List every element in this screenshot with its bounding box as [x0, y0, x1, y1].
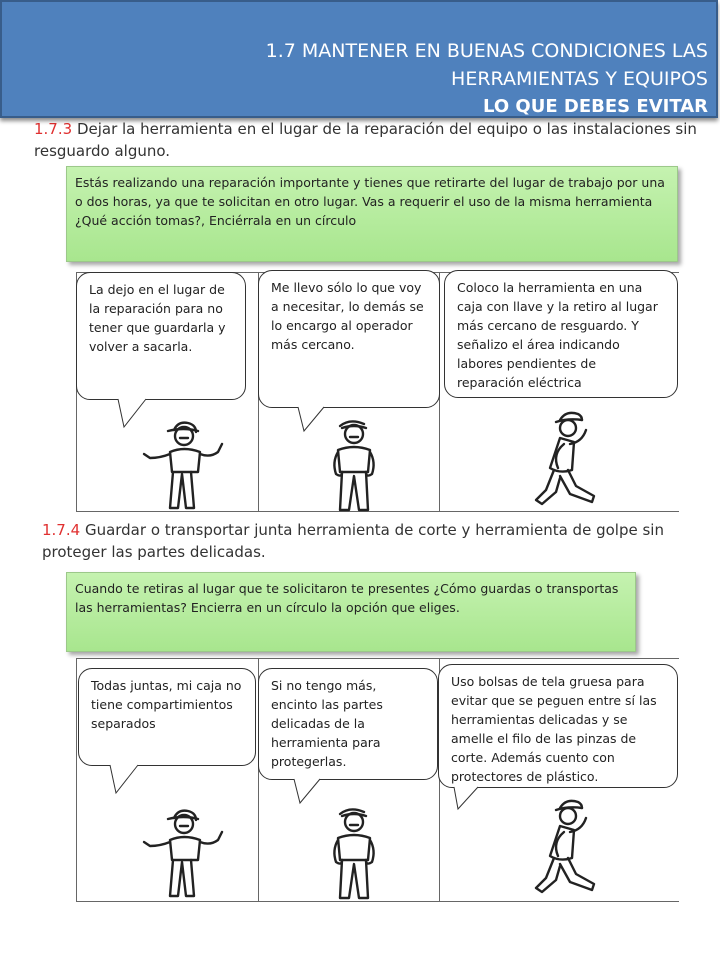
option-2b-bubble[interactable]: Si no tengo más, encinto las partes delicadas de la herramienta para protegerlas.	[258, 668, 438, 780]
section-2-text: Guardar o transportar junta herramienta de corte y herramienta de golpe sin proteger las partes delicadas.	[42, 521, 664, 561]
bubble-tail	[296, 407, 336, 433]
option-2a-bubble[interactable]: Todas juntas, mi caja no tiene compartimientos separados	[78, 668, 256, 766]
option-2c-bubble[interactable]: Uso bolsas de tela gruesa para evitar que se peguen entre sí las herramientas delicadas y se amelle el filo de las pinzas de corte. Además cuento con protectores de plástico.	[438, 664, 678, 788]
title-line-1: 1.7 MANTENER EN BUENAS CONDICIONES LAS	[265, 40, 708, 62]
standing-figure	[312, 802, 396, 902]
bubble-tail	[452, 787, 492, 813]
section-1-prompt: Estás realizando una reparación importante y tienes que retirarte del lugar de trabajo por una o dos horas, ya que te solicitan en otro lugar. Vas a requerir el uso de la misma herramienta ¿Qué acción tomas?, Enciérrala en un círculo	[66, 166, 678, 262]
section-1-heading	[34, 118, 714, 162]
option-1c-bubble[interactable]: Coloco la herramienta en una caja con llave y la retiro al lugar más cercano de resguardo. Y señalizo el área indicando labores pendientes de reparación eléctrica	[444, 270, 678, 398]
title-line-2: HERRAMIENTAS Y EQUIPOS	[451, 68, 708, 90]
option-1b-bubble[interactable]: Me llevo sólo lo que voy a necesitar, lo demás se lo encargo al operador más cercano.	[258, 270, 440, 408]
shrugging-figure	[136, 800, 232, 900]
walking-figure	[530, 408, 610, 508]
bubble-tail	[108, 765, 148, 795]
section-1-text: Dejar la herramienta en el lugar de la reparación del equipo o las instalaciones sin resguardo alguno.	[34, 120, 697, 160]
walking-figure	[530, 796, 610, 896]
section-2-number: 1.7.4	[42, 521, 81, 539]
section-2-heading	[42, 519, 714, 563]
subtitle: LO QUE DEBES EVITAR	[483, 96, 708, 117]
section-1-number: 1.7.3	[34, 120, 73, 138]
bubble-tail	[116, 399, 156, 429]
option-1a-bubble[interactable]: La dejo en el lugar de la reparación para no tener que guardarla y volver a sacarla.	[76, 272, 246, 400]
section-2-prompt: Cuando te retiras al lugar que te solicitaron te presentes ¿Cómo guardas o transportas las herramientas? Encierra en un círculo la opción que eliges.	[66, 572, 636, 652]
bubble-tail	[292, 779, 332, 805]
title-banner	[0, 0, 718, 118]
